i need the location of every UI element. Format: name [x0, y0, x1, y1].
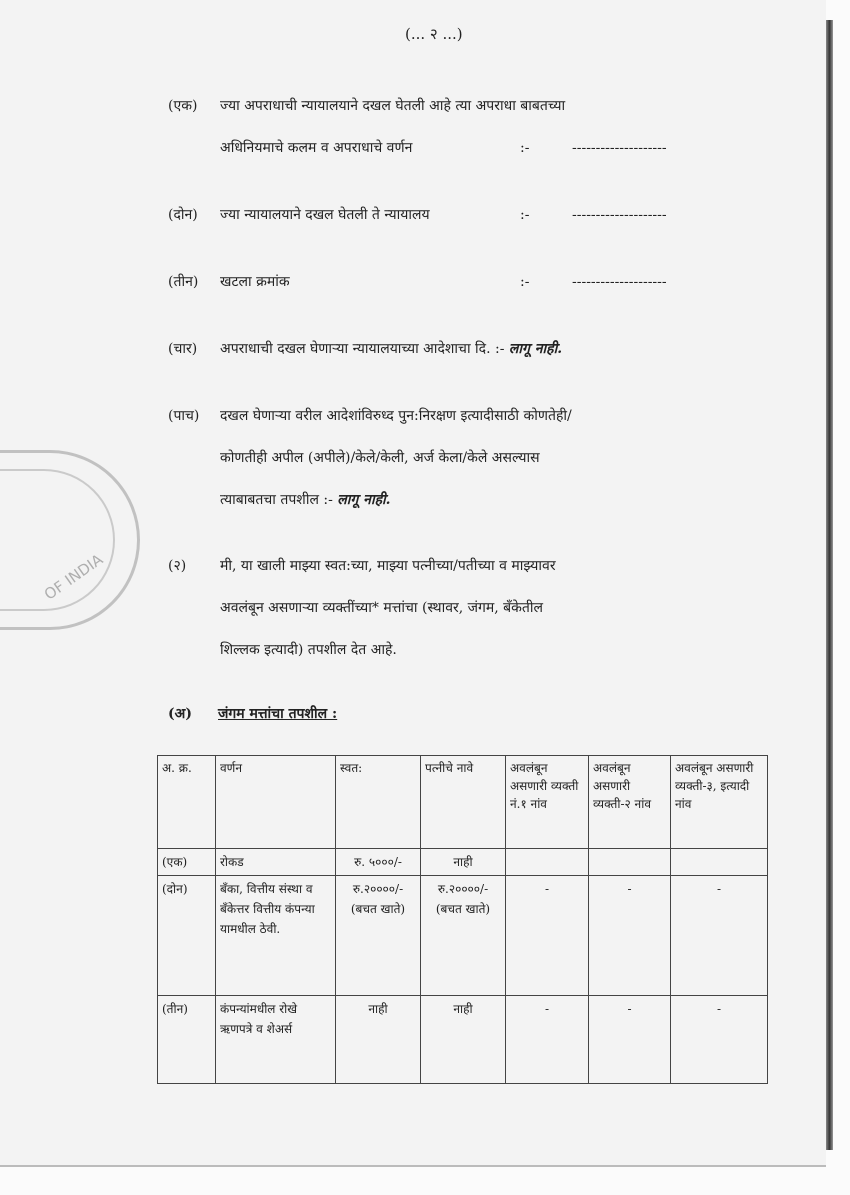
header-cell: अ. क्र.	[158, 756, 216, 849]
item-2-sep: :-	[520, 207, 530, 223]
para-2-text-2: अवलंबून असणाऱ्या व्यक्तींच्या* मत्तांचा (स्थावर, जंगम, बँकेतील	[220, 600, 544, 616]
item-1-text: ज्या अपराधाची न्यायालयाने दखल घेतली आहे त्या अपराधा बाबतच्या	[220, 98, 566, 114]
item-5-text-2: कोणतीही अपील (अपीले)/केले/केली, अर्ज केला/केले असल्यास	[220, 450, 540, 466]
cell: -	[589, 996, 671, 1084]
cell: कंपन्यांमधील रोखे ऋणपत्रे व शेअर्स	[216, 996, 336, 1084]
cell	[671, 849, 768, 876]
cell: नाही	[421, 996, 506, 1084]
para-2-text: मी, या खाली माझ्या स्वत:च्या, माझ्या पत्नीच्या/पतीच्या व माझ्यावर	[220, 558, 556, 574]
item-1-value: --------------------	[572, 140, 667, 156]
table-row	[158, 876, 768, 996]
item-4-number: (चार)	[168, 341, 198, 357]
item-1-text-2: अधिनियमाचे कलम व अपराधाचे वर्णन	[220, 140, 413, 156]
cell: बँका, वित्तीय संस्था व बँकेत्तर वित्तीय कंपन्या यामधील ठेवी.	[216, 876, 336, 996]
cell: नाही	[336, 996, 421, 1084]
header-cell: पत्नीचे नावे	[421, 756, 506, 849]
cell	[589, 849, 671, 876]
item-3-sep: :-	[520, 274, 530, 290]
scan-edge	[826, 20, 833, 1150]
cell: (एक)	[158, 849, 216, 876]
item-5-text-3: त्याबाबतचा तपशील :-	[220, 492, 333, 508]
table-header-row	[158, 756, 768, 849]
header-cell: वर्णन	[216, 756, 336, 849]
item-4-text: अपराधाची दखल घेणाऱ्या न्यायालयाच्या आदेशाचा दि. :-	[220, 341, 505, 357]
item-5-line-3	[220, 490, 810, 510]
item-4-line	[220, 339, 810, 359]
item-1-number: (एक)	[168, 98, 198, 114]
header-cell: अवलंबून असणारी व्यक्ती-३, इत्यादी नांव	[671, 756, 768, 849]
stamp-text: OF INDIA	[40, 550, 107, 604]
item-5-value: लागू नाही.	[337, 492, 391, 508]
cell: -	[506, 996, 589, 1084]
cell: -	[671, 996, 768, 1084]
item-5-number: (पाच)	[168, 408, 200, 424]
section-number: (अ)	[168, 706, 192, 722]
table-row	[158, 849, 768, 876]
page-number: (... २ ...)	[405, 25, 463, 43]
cell: रु.२००००/- (बचत खाते)	[421, 876, 506, 996]
cell: -	[589, 876, 671, 996]
item-3-text: खटला क्रमांक	[220, 274, 290, 290]
cell: (तीन)	[158, 996, 216, 1084]
section-title: जंगम मत्तांचा तपशील :	[218, 706, 338, 722]
cell: नाही	[421, 849, 506, 876]
para-2-text-3: शिल्लक इत्यादी) तपशील देत आहे.	[220, 642, 397, 658]
item-4-value: लागू नाही.	[508, 341, 563, 357]
item-2-value: --------------------	[572, 207, 667, 223]
cell: (दोन)	[158, 876, 216, 996]
header-cell: अवलंबून असणारी व्यक्ती-२ नांव	[589, 756, 671, 849]
cell: रु. ५०००/-	[336, 849, 421, 876]
item-3-value: --------------------	[572, 274, 667, 290]
table-row	[158, 996, 768, 1084]
item-5-text: दखल घेणाऱ्या वरील आदेशांविरुध्द पुन:निरक्षण इत्यादीसाठी कोणतेही/	[220, 408, 572, 424]
item-2-text: ज्या न्यायालयाने दखल घेतली ते न्यायालय	[220, 207, 430, 223]
header-cell: स्वत:	[336, 756, 421, 849]
para-2-number: (२)	[168, 558, 187, 574]
item-3-number: (तीन)	[168, 274, 199, 290]
movable-assets-table	[157, 755, 768, 1084]
cell: रोकड	[216, 849, 336, 876]
cell: रु.२००००/- (बचत खाते)	[336, 876, 421, 996]
item-2-number: (दोन)	[168, 207, 198, 223]
cell: -	[671, 876, 768, 996]
cell	[506, 849, 589, 876]
cell: -	[506, 876, 589, 996]
item-1-sep: :-	[520, 140, 530, 156]
header-cell: अवलंबून असणारी व्यक्ती नं.१ नांव	[506, 756, 589, 849]
